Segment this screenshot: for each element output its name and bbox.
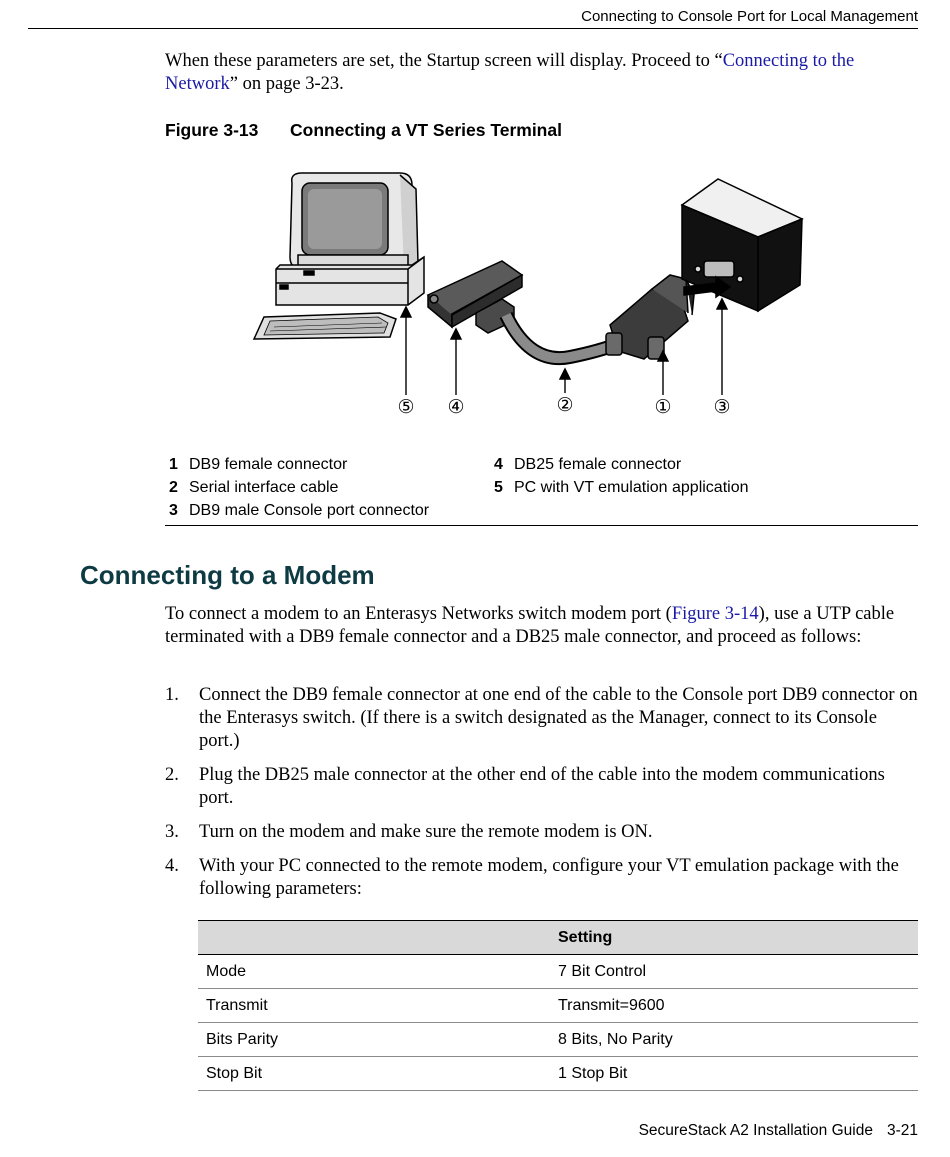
vt-terminal-connection-diagram	[240, 165, 810, 425]
table-header-parameter	[198, 921, 550, 955]
step-number: 3.	[165, 822, 179, 842]
section-paragraph	[165, 603, 920, 649]
intro-text-after: ” on page 3-23.	[229, 74, 344, 94]
figure-3-14-link[interactable]: Figure 3-14	[671, 604, 759, 624]
table-cell: Stop Bit	[198, 1057, 550, 1091]
table-header-row	[198, 921, 918, 955]
running-header: Connecting to Console Port for Local Management	[581, 8, 918, 25]
legend-text: DB9 female connector	[189, 456, 348, 473]
section-title: Connecting to a Modem	[80, 560, 375, 590]
legend-number: 5	[494, 479, 503, 496]
step-text: Turn on the modem and make sure the remote modem is ON.	[199, 822, 653, 842]
legend-number: 3	[169, 502, 178, 519]
callout-label-4: ④	[447, 397, 465, 418]
intro-text-before: When these parameters are set, the Startup screen will display. Proceed to “	[165, 51, 723, 71]
table-row	[198, 1057, 918, 1091]
legend-item	[165, 502, 429, 520]
page-number: 3-21	[886, 1122, 918, 1139]
table-cell: 7 Bit Control	[550, 955, 918, 989]
page-footer	[0, 1122, 918, 1140]
legend-item	[490, 479, 749, 497]
callout-label-3: ③	[713, 397, 731, 418]
table-row	[198, 1023, 918, 1057]
legend-item	[165, 456, 347, 474]
step-number: 4.	[165, 856, 179, 876]
legend-number: 2	[169, 479, 178, 496]
legend-rule	[165, 525, 918, 526]
parameter-table	[198, 920, 918, 1091]
figure-number: Figure 3-13	[165, 120, 259, 140]
legend-item	[490, 456, 681, 474]
step-text: With your PC connected to the remote modem, configure your VT emulation package with the following parameters:	[199, 856, 899, 899]
step-text: Plug the DB25 male connector at the other end of the cable into the modem communications port.	[199, 765, 885, 808]
table-row	[198, 955, 918, 989]
paragraph-text-after: ), use a UTP cable terminated with a DB9 female connector and a DB25 male connector, and proceed as follows:	[165, 604, 895, 647]
table-cell: 1 Stop Bit	[550, 1057, 918, 1091]
db9-female-connector-illustration	[606, 275, 694, 359]
figure-caption	[165, 120, 562, 141]
legend-text: DB25 female connector	[514, 456, 682, 473]
table-header-setting: Setting	[550, 921, 918, 955]
table-cell: Bits Parity	[198, 1023, 550, 1057]
legend-text: PC with VT emulation application	[514, 479, 749, 496]
pc-monitor-illustration	[254, 173, 424, 339]
table-cell: Transmit=9600	[550, 989, 918, 1023]
callout-label-2: ②	[556, 395, 574, 416]
figure-title: Connecting a VT Series Terminal	[290, 120, 562, 140]
table-cell: Transmit	[198, 989, 550, 1023]
table-row	[198, 989, 918, 1023]
intro-paragraph	[165, 50, 920, 96]
step-number: 2.	[165, 765, 179, 785]
header-rule	[28, 28, 918, 29]
connecting-network-link[interactable]: Connecting to the Network	[165, 51, 855, 94]
table-cell: Mode	[198, 955, 550, 989]
callout-label-5: ⑤	[397, 397, 415, 418]
step-number: 1.	[165, 685, 179, 705]
legend-text: DB9 male Console port connector	[189, 502, 430, 519]
callout-label-1: ①	[654, 397, 672, 418]
switch-panel-illustration	[682, 179, 802, 311]
footer-guide-title: SecureStack A2 Installation Guide	[638, 1122, 873, 1139]
legend-number: 1	[169, 456, 178, 473]
legend-item	[165, 479, 338, 497]
table-cell: 8 Bits, No Parity	[550, 1023, 918, 1057]
legend-text: Serial interface cable	[189, 479, 339, 496]
step-text: Connect the DB9 female connector at one end of the cable to the Console port DB9 connector on the Enterasys switch. (If there is a switch designated as the Manager, connect to its Console port.)	[199, 685, 918, 751]
legend-number: 4	[494, 456, 503, 473]
paragraph-text-before: To connect a modem to an Enterasys Networks switch modem port (	[165, 604, 672, 624]
